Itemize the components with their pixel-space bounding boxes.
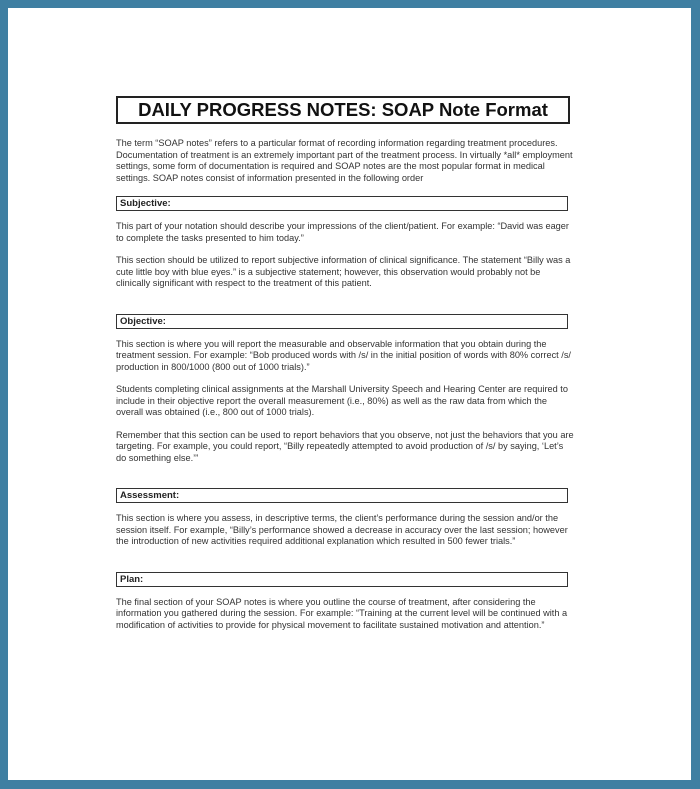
objective-paragraph-3: Remember that this section can be used to report behaviors that you observe, not just the behaviors that you are targeting. For example, you could report, “Billy repeatedly attempted to avoid production of /s/ by saying, ‘Let’s do something else.’” <box>116 429 574 463</box>
objective-paragraph-2: Students completing clinical assignments at the Marshall University Speech and Hearing Center are required to include in their objective report the overall measurement (i.e., 80%) as well as the raw data from which the overall was obtained (i.e., 800 out of 1000 trials). <box>116 384 568 417</box>
plan-paragraph-1: The final section of your SOAP notes is where you outline the course of treatment, after considering the information you gathered during the session. For example: “Training at the current level will be continued with a modification of activities to provide for physical movement to facilitate sustained motivation and attention.” <box>116 596 568 630</box>
section-heading-objective: Objective: <box>116 314 568 329</box>
title-box <box>116 96 570 124</box>
intro-paragraph: The term “SOAP notes” refers to a particular format of recording information regarding treatment procedures. Documentation of treatment is an extremely important part of the treatment process. In virtually *all* employment settings, some form of documentation is required and SOAP notes are the most popular format in medical settings. SOAP notes consist of information presented in the following order <box>116 138 573 183</box>
subjective-paragraph-1: This part of your notation should describe your impressions of the client/patient. For example: “David was eager to complete the tasks presented to him today.” <box>116 221 569 243</box>
document-page <box>116 96 574 642</box>
assessment-paragraph-1: This section is where you assess, in descriptive terms, the client’s performance during the session and/or the session itself. For example, “Billy’s performance showed a decrease in accuracy over the last session; however the introduction of new activities required additional explanation which resulted in 500 fewer trials.” <box>116 513 568 546</box>
objective-paragraph-1: This section is where you will report the measurable and observable information that you obtain during the treatment session. For example: “Bob produced words with /s/ in the initial position of words with 80% correct /s/ production in 800/1000 (800 out of 1000 trials).” <box>116 338 571 372</box>
section-heading-plan: Plan: <box>116 572 568 587</box>
section-heading-assessment: Assessment: <box>116 488 568 503</box>
document-title: DAILY PROGRESS NOTES: SOAP Note Format <box>138 99 548 120</box>
subjective-paragraph-2: This section should be utilized to report subjective information of clinical significance. The statement “Billy was a cute little boy with blue eyes.” is a subjective statement; however, this observation would probably not be clinically significant with respect to the treatment of this patient. <box>116 255 571 288</box>
section-heading-subjective: Subjective: <box>116 196 568 211</box>
